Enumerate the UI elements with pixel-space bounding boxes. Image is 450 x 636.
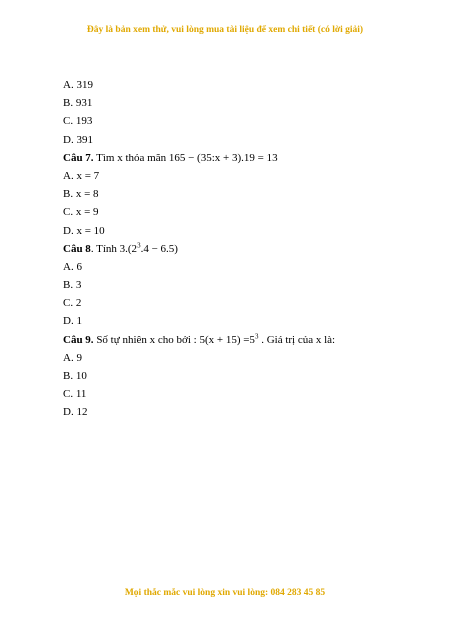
q8-exponent: 3 (137, 241, 141, 250)
q9-exponent: 3 (254, 331, 259, 340)
q7-option-c: C. x = 9 (63, 206, 99, 219)
q7-option-a: A. x = 7 (63, 169, 100, 182)
question-list (63, 78, 433, 424)
q8-option-b: B. 3 (63, 279, 82, 292)
header-notice: Đây là bản xem thử, vui lòng mua tài liệu để xem chi tiết (có lời giải) (86, 25, 364, 35)
q8-option-a: A. 6 (63, 260, 82, 273)
footer-notice: Mọi thắc mắc vui lòng xin vui lòng: 084 283 45 85 (124, 588, 326, 598)
q6-option-d: D. 391 (63, 133, 93, 146)
q9-option-b: B. 10 (63, 370, 87, 382)
q6-option-b: B. 931 (63, 97, 93, 110)
q8-text-b: .4 − 6.5) (140, 242, 178, 255)
q9-text-b: . Giá trị của x là: (258, 333, 336, 346)
q9-option-c: C. 11 (63, 388, 87, 401)
q7-option-d: D. x = 10 (63, 224, 105, 237)
question-9 (63, 333, 433, 351)
q8-text-a: . Tính 3.(2 (90, 242, 138, 255)
q7-text: Tìm x thỏa mãn 165 − (35:x + 3).19 = 13 (93, 151, 278, 164)
q8-option-d: D. 1 (63, 315, 82, 328)
q8-option-c: C. 2 (63, 297, 82, 310)
q9-option-a: A. 9 (63, 351, 82, 364)
q9-option-d: D. 12 (63, 406, 88, 419)
q9-text-a: Số tự nhiên x cho bởi : 5(x + 15) =5 (93, 333, 255, 346)
q6-option-c: C. 193 (63, 115, 93, 128)
q6-option-a: A. 319 (63, 79, 93, 91)
q9-label: Câu 9. (63, 333, 94, 346)
q8-label: Câu 8 (63, 242, 91, 255)
q7-label: Câu 7. (63, 151, 94, 164)
q7-option-b: B. x = 8 (63, 188, 99, 201)
question-8 (63, 242, 433, 260)
question-7 (63, 151, 433, 169)
